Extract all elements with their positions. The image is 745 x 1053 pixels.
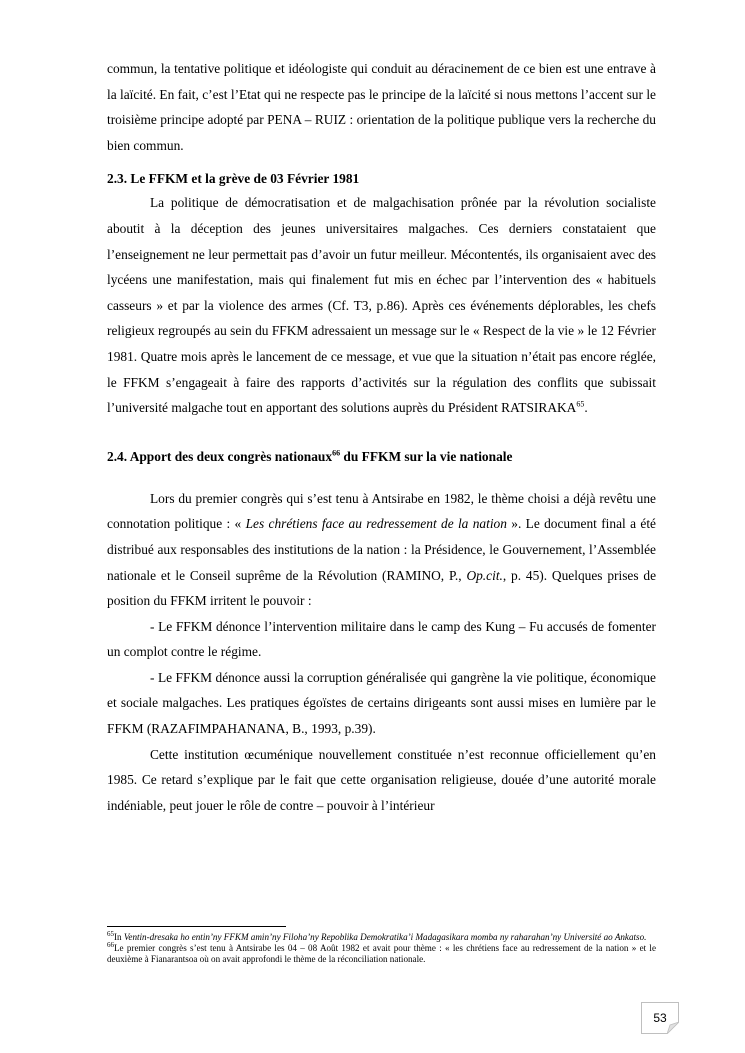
footnote-65-number: 65 [107,929,114,938]
paragraph-2-4 [107,486,656,614]
paragraph-2-3-text: La politique de démocratisation et de malgachisation prônée par la révolution socialiste aboutit à la déception des jeunes universitaires malgaches. Ces derniers constataient que l’enseignement ne leur permettait pas d’avoir un futur meilleur. Mécontentés, ils organisaient avec des lycéens une manifestation, mais qui finalement fut mis en échec par l’intervention des « habituels casseurs » et par la violence des armes (Cf. T3, p.86). Après ces événements déplorables, les chefs religieux regroupés au sein du FFKM adressaient un message sur le « Respect de la vie » le 12 Février 1981. Quatre mois après le lancement de ce message, et vue que la situation n’était pas encore réglée, le FFKM s’engageait à faire des rapports d’activités sur la régulation des conflits que subissait l’université malgache tout en apportant des solutions auprès du Président RATSIRAKA [107,195,656,416]
section-heading-2-4 [107,446,656,468]
footnote-ref-66[interactable]: 66 [332,448,341,458]
p24-text-c: , p. 45). Quelques prises de position du FFKM irritent le pouvoir : [107,567,657,609]
footnote-65 [107,929,656,943]
p24-opcit: Op.cit. [466,567,503,583]
footnote-66-text: Le premier congrès s’est tenu à Antsirabe les 04 – 08 Août 1982 et avait pour thème : « les chrétiens face au redressement de la nation » et le deuxième à Fianarantsoa où on avait approfondi le thème de la réconciliation nationale. [107,943,656,965]
footnote-65-text: Ventin-dresaka ho entin’ny FFKM amin’ny Filoha’ny Repoblika Demokratika’i Madagasikara momba ny raharahan’ny Université ao Ankatso. [123,932,647,942]
heading-2-4-part-b: du FFKM sur la vie nationale [340,448,513,464]
paragraph-2-3 [107,190,656,420]
heading-2-4-part-a: 2.4. Apport des deux congrès nationaux [107,448,333,464]
footnote-65-prefix: In [114,932,124,942]
paragraph-intro: commun, la tentative politique et idéologiste qui conduit au déracinement de ce bien est une entrave à la laïcité. En fait, c’est l’Etat qui ne respecte pas le principe de la laïcité si nous mettons l’accent sur le troisième principe adopté par PENA – RUIZ : orientation de la politique publique vers la recherche du bien commun. [107,61,656,153]
p24-text-a: Lors du premier congrès qui s’est tenu à Antsirabe en 1982, le thème choisi a déjà revêtu une connotation politique : « [107,490,656,532]
paragraph-kung-fu: - Le FFKM dénonce l’intervention militaire dans le camp des Kung – Fu accusés de fomenter un complot contre le régime. [107,618,656,660]
paragraph-institution: Cette institution œcuménique nouvellement constituée n’est reconnue officiellement qu’en 1985. Ce retard s’explique par le fait que cette organisation religieuse, douée d’une autorité morale indéniable, peut jouer le rôle de contre – pouvoir à l’intérieur [107,746,656,813]
page-curl-icon [667,1022,679,1034]
footnote-66 [107,943,656,965]
footnote-ref-65[interactable]: 65 [576,399,585,409]
paragraph-2-3-end: . [584,400,588,416]
p24-text-b: ». Le document final a été distribué aux responsables des institutions de la nation : la Présidence, le Gouvernement, l’Assemblée nationale et le Conseil suprême de la Révolution (RAMINO, P., [107,516,656,583]
footnotes [107,929,656,966]
footnote-66-number: 66 [107,941,114,950]
page-body [107,56,656,818]
section-heading-2-3: 2.3. Le FFKM et la grève de 03 Février 1981 [107,171,360,187]
page-number: 53 [653,1011,667,1025]
p24-italic-title: Les chrétiens face au redressement de la nation [245,516,507,532]
paragraph-corruption: - Le FFKM dénonce aussi la corruption généralisée qui gangrène la vie politique, économique et sociale malgaches. Les pratiques égoïstes de certains dirigeants sont aussi mises en lumière par le FFKM (RAZAFIMPAHANANA, B., 1993, p.39). [107,669,656,737]
footnote-separator [107,926,286,927]
